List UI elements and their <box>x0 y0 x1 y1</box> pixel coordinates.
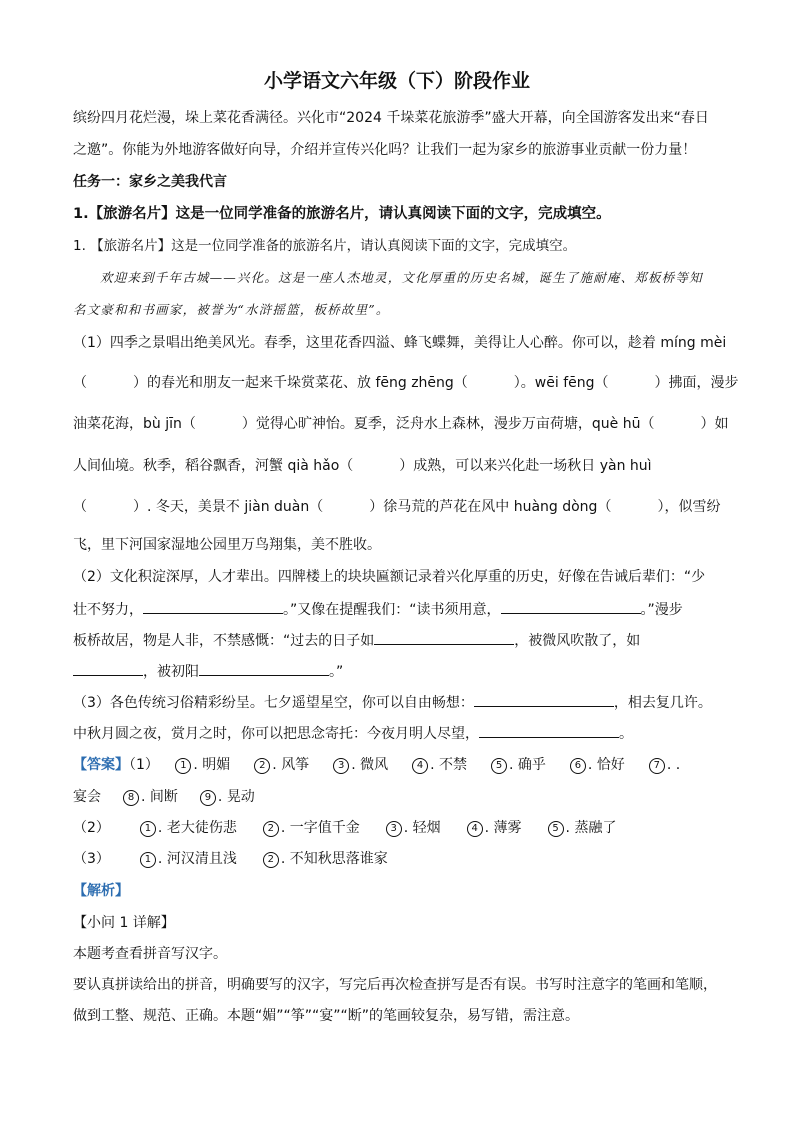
analysis-para-1: 本题考查看拼音写汉字。 <box>73 946 227 962</box>
circled-number: 2 <box>263 852 279 868</box>
task1-heading: 任务一：家乡之美我代言 <box>73 174 227 190</box>
part2-line-3: 板桥故居，物是人非，不禁感慨：“过去的日子如 ，被微风吹散了，如 <box>73 630 640 651</box>
part1-line-2: （ ）的春光和朋友一起来千垛赏菜花、放 fēng zhēng（ ）。wēi fēng（ ）拂面，漫步 <box>73 375 739 391</box>
circled-number: 2 <box>254 758 270 774</box>
answer-row-3: （3） 1 . 河汉清且浅 2 . 不知秋思落谁家 <box>73 851 388 867</box>
answer-text: 河汉清且浅 <box>166 851 237 867</box>
answer-text: 蒸融了 <box>574 820 617 836</box>
answer-item: 2 . 不知秋思落谁家 <box>263 851 388 867</box>
circled-number: 7 <box>649 758 665 774</box>
answer-item: 4 . 薄雾 <box>467 820 522 836</box>
circled-number: 4 <box>412 758 428 774</box>
answer-item: 1 . 河汉清且浅 <box>140 851 237 867</box>
fill-line <box>143 599 283 614</box>
analysis-para-2a: 要认真拼读给出的拼音，明确要写的汉字，写完后再次检查拼写是否有误。书写时注意字的笔画和笔顺， <box>73 977 717 993</box>
answer-item: 9 . 晃动 <box>200 789 255 805</box>
answer-text: 轻烟 <box>412 820 441 836</box>
handwriting-line-1: 欢迎来到千年古城——兴化。这是一座人杰地灵，文化厚重的历史名城，诞生了施耐庵、郑板桥等知 <box>100 270 703 285</box>
answer-item: 4 . 不禁 <box>412 757 467 773</box>
circled-number: 2 <box>263 821 279 837</box>
circled-number: 6 <box>570 758 586 774</box>
part1-line-1: （1）四季之景唱出绝美风光。春季，这里花香四溢、蜂飞蝶舞，美得让人心醉。你可以，趁着 míng mèi <box>73 335 727 351</box>
circled-number: 8 <box>123 790 139 806</box>
answer-item <box>73 789 101 805</box>
answer-text: 恰好 <box>596 757 625 773</box>
answer-item: 3 . 微风 <box>333 757 388 773</box>
answer-text: 确乎 <box>517 757 546 773</box>
analysis-subheading: 【小问 1 详解】 <box>73 915 175 931</box>
answer-text: 不禁 <box>439 757 467 773</box>
circled-number: 3 <box>386 821 402 837</box>
fill-line <box>501 599 641 614</box>
answer-text: 风筝 <box>281 757 310 773</box>
answer-item: 6 . 恰好 <box>570 757 625 773</box>
answer-row-1: 【答案】（1） 1 . 明媚 2 . 风筝 3 . 微风 4 . 不禁 5 . 确乎 6 . 恰好 7 . . <box>73 757 681 773</box>
answer-item: 1 . 明媚 <box>175 757 230 773</box>
answer-label: 【答案】 <box>73 757 129 773</box>
fill-line <box>199 661 329 676</box>
answer-row-1b <box>73 787 255 807</box>
circled-number: 5 <box>491 758 507 774</box>
part2-line-4: ，被初阳 。” <box>73 661 343 682</box>
circled-number: 9 <box>200 790 216 806</box>
analysis-label: 【解析】 <box>73 883 129 899</box>
answer-row-2: （2） 1 . 老大徒伤悲 2 . 一字值千金 3 . 轻烟 4 . 薄雾 5 . 蒸融了 <box>73 820 617 836</box>
question-heading: 1. 【旅游名片】这是一位同学准备的旅游名片，请认真阅读下面的文字，完成填空。 <box>73 238 577 254</box>
answer-text: 微风 <box>360 757 389 773</box>
analysis-para-2b: 做到工整、规范、正确。本题“媚”“筝”“宴”“断”的笔画较复杂，易写错，需注意。 <box>73 1008 580 1024</box>
answer-item: 1 . 老大徒伤悲 <box>140 820 237 836</box>
answer-text: 间断 <box>149 789 178 805</box>
part1-line-4: 人间仙境。秋季，稻谷飘香，河蟹 qià hǎo（ ）成熟，可以来兴化赴一场秋日 yàn huì <box>73 458 652 474</box>
circled-number: 1 <box>140 821 156 837</box>
page-title: 小学语文六年级（下）阶段作业 <box>263 70 530 92</box>
answer-item: 5 . 蒸融了 <box>548 820 617 836</box>
fill-line <box>474 692 614 707</box>
circled-number: 1 <box>175 758 191 774</box>
circled-number: 5 <box>548 821 564 837</box>
answer-text: 宴会 <box>73 789 101 805</box>
answer-item: 3 . 轻烟 <box>386 820 441 836</box>
answer-item: 7 . . <box>649 757 680 773</box>
part1-line-5: （ ）. 冬天，美景不 jiàn duàn（ ）徐马荒的芦花在风中 huàng dòng（ ），似雪纷 <box>73 499 721 515</box>
answer-item: 2 . 风筝 <box>254 757 309 773</box>
fill-line <box>73 661 143 676</box>
fill-line <box>374 630 514 645</box>
answer-item: 5 . 确乎 <box>491 757 546 773</box>
answer-text: 晃动 <box>226 789 255 805</box>
intro-line-2: 之邀”。你能为外地游客做好向导，介绍并宣传兴化吗？让我们一起为家乡的旅游事业贡献一份力量！ <box>73 142 697 158</box>
intro-line-1: 缤纷四月花烂漫，垛上菜花香满径。兴化市“2024 千垛菜花旅游季”盛大开幕，向全国游客发出来“春日 <box>73 110 709 126</box>
answer-text: 老大徒伤悲 <box>166 820 237 836</box>
answer-item: 2 . 一字值千金 <box>263 820 360 836</box>
fill-line <box>479 723 619 738</box>
part3-line-2: 中秋月圆之夜，赏月之时，你可以把思念寄托：今夜月明人尽望， 。 <box>73 723 633 744</box>
answer-text: 一字值千金 <box>289 820 360 836</box>
part1-line-3: 油菜花海，bù jīn（ ）觉得心旷神怡。夏季，泛舟水上森林，漫步万亩荷塘，què hū（ ）如 <box>73 416 729 432</box>
circled-number: 4 <box>467 821 483 837</box>
circled-number: 3 <box>333 758 349 774</box>
question-heading-bold: 1.【旅游名片】这是一位同学准备的旅游名片，请认真阅读下面的文字，完成填空。 <box>73 206 611 222</box>
answer-text: 薄雾 <box>493 820 522 836</box>
part3-line-1: （3）各色传统习俗精彩纷呈。七夕遥望星空，你可以自由畅想： ，相去复几许。 <box>73 692 712 713</box>
answer-item: 8 . 间断 <box>123 789 178 805</box>
part2-line-1: （2）文化积淀深厚，人才辈出。四牌楼上的块块匾额记录着兴化厚重的历史，好像在告诫后辈们：“少 <box>73 569 706 585</box>
answer-text: 不知秋思落谁家 <box>289 851 388 867</box>
part1-line-6: 飞，里下河国家湿地公园里万鸟翔集，美不胜收。 <box>73 537 381 553</box>
answer-text: 明媚 <box>202 757 231 773</box>
answer-text: . <box>675 757 681 773</box>
handwriting-line-2: 名文豪和和书画家，被誉为“水浒摇篮，板桥故里”。 <box>73 302 390 317</box>
circled-number: 1 <box>140 852 156 868</box>
part2-line-2: 壮不努力， 。”又像在提醒我们：“读书须用意， 。”漫步 <box>73 599 683 620</box>
